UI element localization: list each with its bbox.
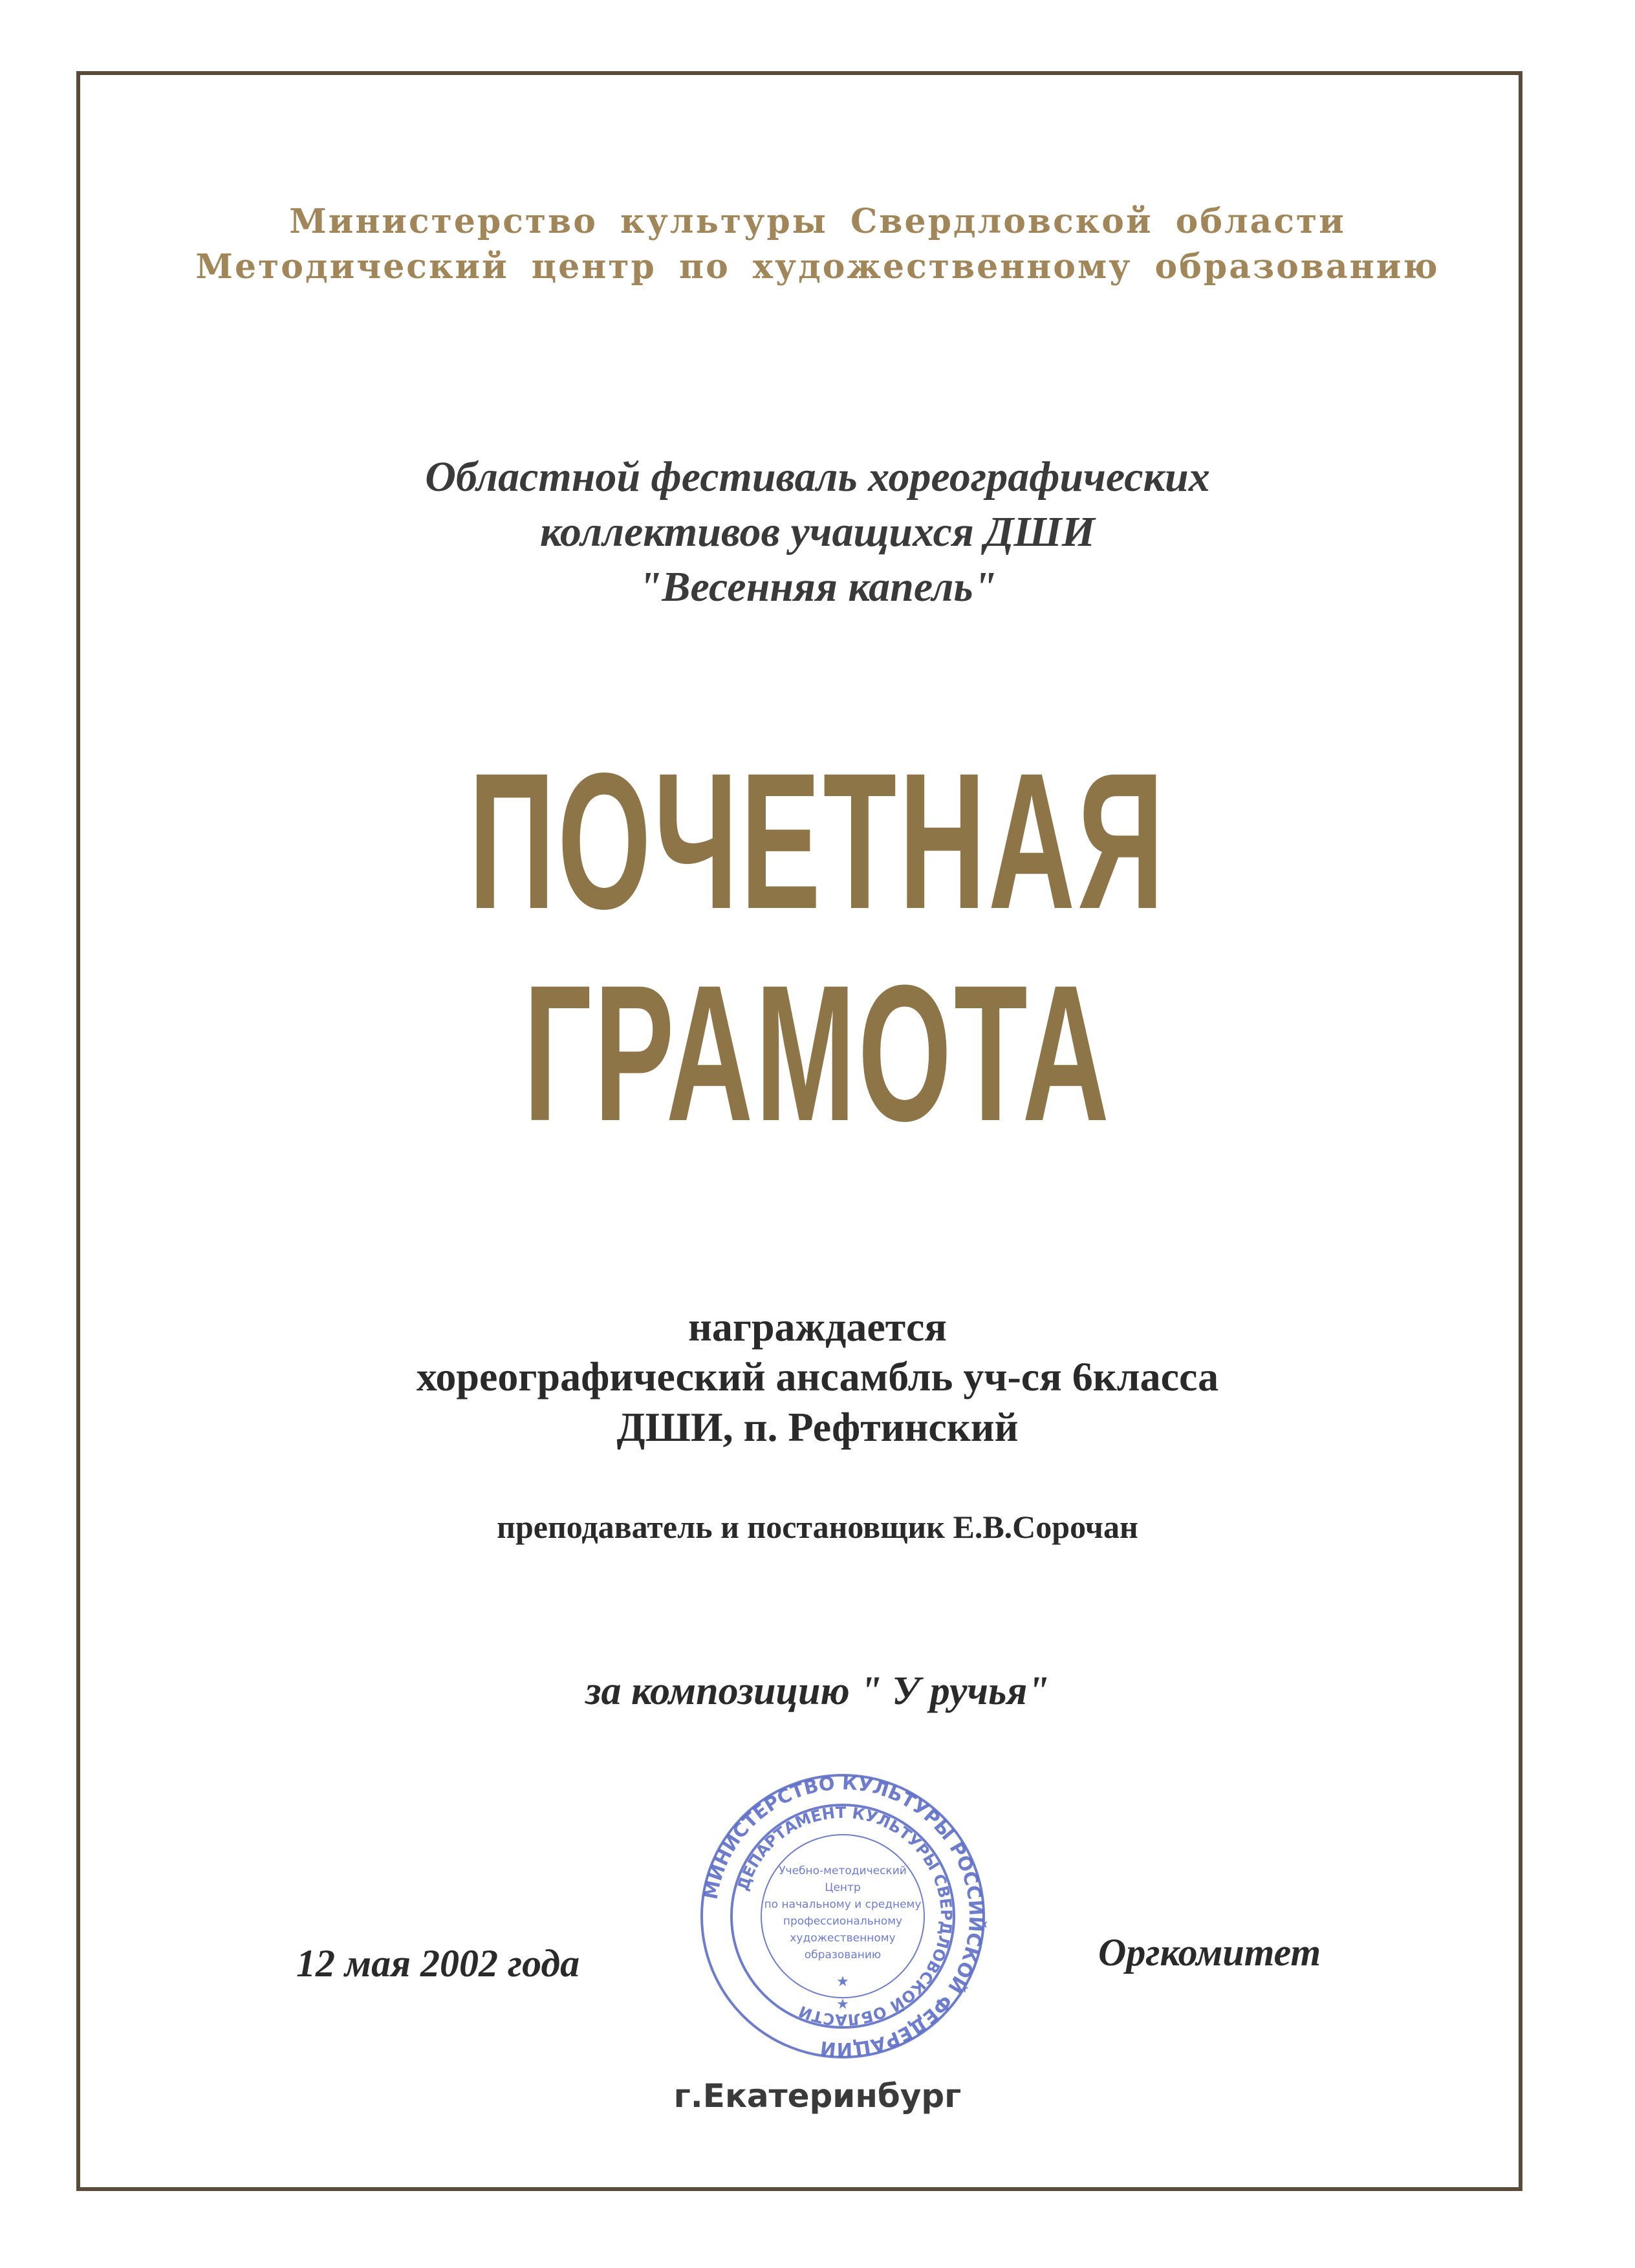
stamp-center-line-2: Центр bbox=[825, 1881, 861, 1894]
stamp-star-icon: ★ bbox=[836, 1996, 849, 2013]
teacher-line: преподаватель и постановщик Е.В.Сорочан bbox=[497, 1509, 1138, 1545]
festival-name: "Весенняя капель" bbox=[638, 563, 997, 610]
awardee-name: хореографический ансамбль уч-ся 6класса bbox=[416, 1354, 1219, 1399]
festival-title-line-1: Областной фестиваль хореографических bbox=[425, 453, 1210, 501]
stamp-center-line-4: профессиональному bbox=[783, 1915, 903, 1928]
composition-line: за композицию " У ручья" bbox=[585, 1669, 1050, 1713]
stamp-center-line-3: по начальному и среднему bbox=[764, 1898, 922, 1911]
festival-title-line-2: коллективов учащихся ДШИ bbox=[539, 508, 1096, 556]
certificate-title-line-1: ПОЧЕТНАЯ bbox=[468, 732, 1167, 949]
awardee-location: ДШИ, п. Рефтинский bbox=[616, 1404, 1019, 1450]
methodical-center-title: Методический центр по художественному образованию bbox=[195, 247, 1440, 286]
awarded-label: награждается bbox=[688, 1304, 947, 1350]
ministry-title: Министерство культуры Свердловской области bbox=[289, 202, 1346, 241]
official-stamp bbox=[697, 1771, 988, 2062]
city-name: г.Екатеринбург bbox=[673, 2077, 962, 2115]
stamp-center-line-6: образованию bbox=[804, 1949, 882, 1961]
certificate-title-line-2: ГРАМОТА bbox=[523, 944, 1112, 1161]
stamp-center-line-5: художественному bbox=[790, 1932, 896, 1945]
stamp-center-line-1: Учебно-методический bbox=[779, 1864, 907, 1877]
award-date: 12 мая 2002 года bbox=[296, 1942, 580, 1985]
organizing-committee: Оргкомитет bbox=[1098, 1931, 1321, 1974]
stamp-inner-text: ДЕПАРТАМЕНТ КУЛЬТУРЫ СВЕРДЛОВСКОЙ ОБЛАСТИ bbox=[733, 1803, 956, 2029]
stamp-star-icon: ★ bbox=[836, 1974, 849, 1990]
stamp-outer-text: МИНИСТЕРСТВО КУЛЬТУРЫ РОССИЙСКОЙ ФЕДЕРАЦИИ bbox=[699, 1771, 988, 2061]
